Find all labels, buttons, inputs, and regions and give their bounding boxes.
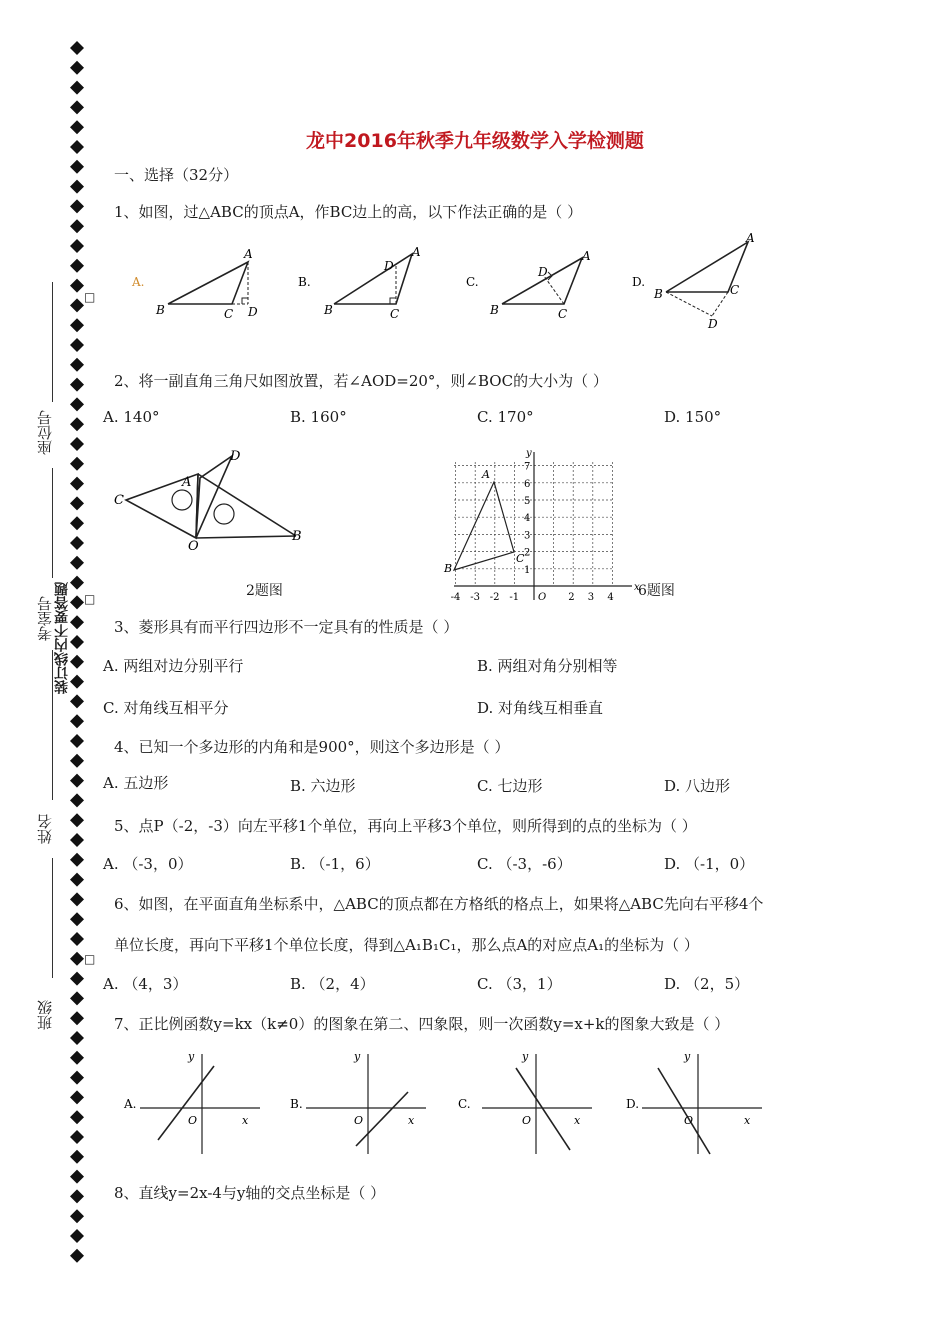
binding-diamond — [70, 536, 84, 550]
q2-option-c[interactable]: C. 170° — [477, 408, 534, 426]
binding-diamond — [70, 813, 84, 827]
q7b-o: O — [354, 1114, 364, 1127]
q7c-o: O — [522, 1114, 532, 1127]
q5-option-a[interactable]: A. （-3，0） — [103, 855, 193, 873]
grid-x-tick-label: 3 — [587, 592, 595, 603]
binding-diamond — [70, 615, 84, 629]
grid-x-tick-label: 4 — [607, 592, 614, 603]
binding-diamond — [70, 496, 84, 510]
q7d-x: x — [744, 1114, 751, 1127]
binding-diamond — [70, 417, 84, 431]
binding-diamond — [70, 873, 84, 887]
q3-option-a[interactable]: A. 两组对边分别平行 — [103, 657, 244, 675]
binding-diamond — [70, 61, 84, 75]
binding-diamond — [70, 160, 84, 174]
q1c-label-c: C — [558, 307, 568, 321]
binding-diamond — [70, 1189, 84, 1203]
binding-diamond — [70, 259, 84, 273]
q2-label-c: C — [114, 493, 124, 508]
binding-diamond — [70, 41, 84, 55]
q4-option-a[interactable]: A. 五边形 — [103, 774, 169, 792]
grid-y-tick-label: 6 — [524, 478, 531, 490]
binding-diamond — [70, 279, 84, 293]
q4-option-c[interactable]: C. 七边形 — [477, 777, 543, 795]
grid-x-tick-label: 2 — [568, 592, 575, 603]
grid-y-tick-label: 7 — [524, 461, 531, 473]
binding-diamond — [70, 338, 84, 352]
q6-axis-y: y — [526, 448, 532, 459]
q4-option-b[interactable]: B. 六边形 — [290, 777, 356, 795]
question-2-text: 2、将一副直角三角尺如图放置，若∠AOD=20°，则∠BOC的大小为（ ） — [114, 372, 608, 390]
q6-figure-caption: 6题图 — [638, 583, 675, 599]
binding-diamond — [70, 754, 84, 768]
q7c-x: x — [574, 1114, 581, 1127]
question-3-text: 3、菱形具有而平行四边形不一定具有的性质是（ ） — [114, 618, 459, 636]
binding-diamond — [70, 952, 84, 966]
q2-option-a[interactable]: A. 140° — [103, 408, 160, 426]
binding-diamond — [70, 972, 84, 986]
q2-label-d: D — [230, 449, 241, 464]
q1a-label-a: A — [244, 247, 253, 261]
q7-graph-b — [306, 1054, 426, 1154]
q7-graphs — [118, 1046, 768, 1158]
binding-diamond — [70, 81, 84, 95]
binding-diamond — [70, 991, 84, 1005]
binding-marker-2: □ — [84, 592, 96, 606]
q3-option-b[interactable]: B. 两组对角分别相等 — [477, 657, 618, 675]
q2-option-d[interactable]: D. 150° — [664, 408, 722, 426]
q7-option-a-label: A. — [124, 1097, 137, 1111]
q5-option-d[interactable]: D. （-1，0） — [664, 855, 755, 873]
exam-room-label: 考室号 — [36, 596, 54, 641]
class-label: 班级 — [36, 1000, 54, 1030]
binding-diamond — [70, 199, 84, 213]
q1c-label-b: B — [490, 303, 499, 317]
q6-label-a: A — [482, 468, 490, 481]
grid-y-tick-label: 3 — [524, 530, 531, 542]
q1-option-d-label: D. — [632, 275, 646, 289]
binding-diamond — [70, 298, 84, 312]
section-heading: 一、选择（32分） — [114, 166, 239, 184]
binding-diamond — [70, 358, 84, 372]
question-8-text: 8、直线y=2x-4与y轴的交点坐标是（ ） — [114, 1184, 386, 1202]
q2-figure — [110, 444, 320, 564]
binding-diamond — [70, 100, 84, 114]
binding-diamond — [70, 833, 84, 847]
binding-note: 装订线内不要答题 — [54, 582, 70, 694]
binding-diamond — [70, 477, 84, 491]
q1d-label-d: D — [708, 317, 718, 331]
q6-option-b[interactable]: B. （2，4） — [290, 975, 375, 993]
binding-diamond — [70, 793, 84, 807]
q1-option-b-label: B. — [298, 275, 311, 289]
binding-diamond — [70, 397, 84, 411]
binding-diamond — [70, 239, 84, 253]
q2-label-b: B — [292, 529, 302, 544]
q5-option-c[interactable]: C. （-3，-6） — [477, 855, 572, 873]
binding-diamond — [70, 1011, 84, 1025]
q7b-x: x — [408, 1114, 415, 1127]
binding-diamond — [70, 1090, 84, 1104]
binding-diamond — [70, 774, 84, 788]
q3-option-c[interactable]: C. 对角线互相平分 — [103, 699, 229, 717]
binding-diamond — [70, 635, 84, 649]
q6-label-c: C — [516, 552, 525, 565]
binding-marker-3: □ — [84, 952, 96, 966]
grid-y-tick-label: 5 — [524, 496, 531, 507]
q1d-label-a: A — [746, 231, 755, 245]
binding-diamond — [70, 912, 84, 926]
binding-diamond — [70, 318, 84, 332]
q2-label-a: A — [182, 475, 192, 490]
question-7-text: 7、正比例函数y=kx（k≠0）的图象在第二、四象限，则一次函数y=x+k的图象大致是（ ） — [114, 1015, 730, 1033]
binding-diamond — [70, 1249, 84, 1263]
q5-option-b[interactable]: B. （-1，6） — [290, 855, 380, 873]
q1d-label-b: B — [654, 287, 663, 301]
grid-y-tick-label: 1 — [524, 564, 531, 576]
q1b-label-c: C — [390, 307, 400, 321]
q7-option-d-label: D. — [626, 1097, 640, 1111]
q7-graph-a — [140, 1054, 260, 1154]
q7d-y: y — [684, 1050, 691, 1063]
question-4-text: 4、已知一个多边形的内角和是900°，则这个多边形是（ ） — [114, 738, 510, 756]
q1-figure-d — [666, 242, 748, 316]
binding-diamond — [70, 576, 84, 590]
q1c-label-a: A — [582, 249, 591, 263]
q7-graph-d — [642, 1054, 762, 1154]
q6-axis-x: x — [634, 582, 640, 593]
q7d-o: O — [684, 1114, 694, 1127]
question-5-text: 5、点P（-2，-3）向左平移1个单位，再向上平移3个单位，则所得到的点的坐标为（ ） — [114, 817, 697, 835]
q6-label-b: B — [444, 562, 453, 575]
q7b-y: y — [354, 1050, 361, 1063]
binding-diamond — [70, 714, 84, 728]
binding-diamond — [70, 675, 84, 689]
q1-option-c-label: C. — [466, 275, 479, 289]
binding-diamond — [70, 556, 84, 570]
grid-x-tick-label: -2 — [489, 592, 500, 603]
binding-diamond — [70, 1051, 84, 1065]
q7-graph-c — [482, 1054, 592, 1154]
q1-figure-a — [168, 262, 248, 304]
binding-diamond — [70, 655, 84, 669]
q2-option-b[interactable]: B. 160° — [290, 408, 347, 426]
binding-diamond — [70, 437, 84, 451]
binding-diamond — [70, 932, 84, 946]
page-title: 龙中2016年秋季九年级数学入学检测题 — [306, 130, 644, 152]
question-6-text-line2: 单位长度，再向下平移1个单位长度，得到△A₁B₁C₁，那么点A的对应点A₁的坐标为（ ） — [114, 936, 699, 954]
binding-diamond — [70, 180, 84, 194]
binding-diamond — [70, 1209, 84, 1223]
q1a-label-c: C — [224, 307, 234, 321]
binding-line-2 — [52, 468, 53, 578]
q7a-x: x — [242, 1114, 249, 1127]
q1c-label-d: D — [538, 265, 548, 279]
binding-diamond — [70, 1110, 84, 1124]
q2-figure-caption: 2题图 — [246, 583, 283, 599]
binding-diamond — [70, 1130, 84, 1144]
q7-option-c-label: C. — [458, 1097, 471, 1111]
binding-marker-1: □ — [84, 290, 96, 304]
binding-diamond — [70, 378, 84, 392]
q7a-y: y — [188, 1050, 195, 1063]
q6-option-d[interactable]: D. （2，5） — [664, 975, 750, 993]
q1a-label-b: B — [156, 303, 165, 317]
binding-diamond — [70, 734, 84, 748]
q1b-label-d: D — [384, 259, 394, 273]
q6-grid-figure — [440, 448, 660, 608]
q7-option-b-label: B. — [290, 1097, 303, 1111]
grid-y-tick-label: 4 — [524, 513, 531, 525]
seat-number-label: 座位号 — [36, 410, 54, 455]
grid-y-tick-label: 2 — [524, 547, 531, 559]
binding-diamond — [70, 694, 84, 708]
grid-x-tick-label: -1 — [509, 592, 520, 603]
binding-line-4 — [52, 858, 53, 978]
binding-diamond — [70, 1031, 84, 1045]
binding-diamond — [70, 457, 84, 471]
name-label: 姓名 — [36, 814, 54, 844]
grid-x-tick-label: -3 — [470, 592, 480, 603]
grid-x-tick-label: -4 — [450, 592, 461, 603]
q7c-y: y — [522, 1050, 529, 1063]
binding-line-1 — [52, 282, 53, 402]
q1a-label-d: D — [248, 305, 258, 319]
q1-option-a-label: A. — [132, 275, 145, 289]
q1b-label-a: A — [412, 245, 421, 259]
q4-option-d[interactable]: D. 八边形 — [664, 777, 731, 795]
binding-diamond — [70, 892, 84, 906]
q3-option-d[interactable]: D. 对角线互相垂直 — [477, 699, 604, 717]
q6-label-o: O — [538, 592, 547, 603]
question-1-text: 1、如图，过△ABC的顶点A，作BC边上的高，以下作法正确的是（ ） — [114, 203, 583, 221]
q6-option-c[interactable]: C. （3，1） — [477, 975, 562, 993]
binding-diamond — [70, 219, 84, 233]
binding-diamond — [70, 1150, 84, 1164]
binding-diamond — [70, 1071, 84, 1085]
q1-figures — [120, 228, 800, 338]
q7a-o: O — [188, 1114, 198, 1127]
binding-diamond — [70, 516, 84, 530]
binding-diamond — [70, 1229, 84, 1243]
q6-option-a[interactable]: A. （4，3） — [103, 975, 188, 993]
binding-diamond — [70, 595, 84, 609]
binding-diamond — [70, 853, 84, 867]
q1b-label-b: B — [324, 303, 333, 317]
q2-label-o: O — [188, 539, 199, 554]
question-6-text-line1: 6、如图，在平面直角坐标系中，△ABC的顶点都在方格纸的格点上，如果将△ABC先向右平移4个 — [114, 895, 764, 913]
binding-diamond — [70, 1170, 84, 1184]
q1d-label-c: C — [730, 283, 740, 297]
q1-figure-b — [334, 254, 412, 304]
